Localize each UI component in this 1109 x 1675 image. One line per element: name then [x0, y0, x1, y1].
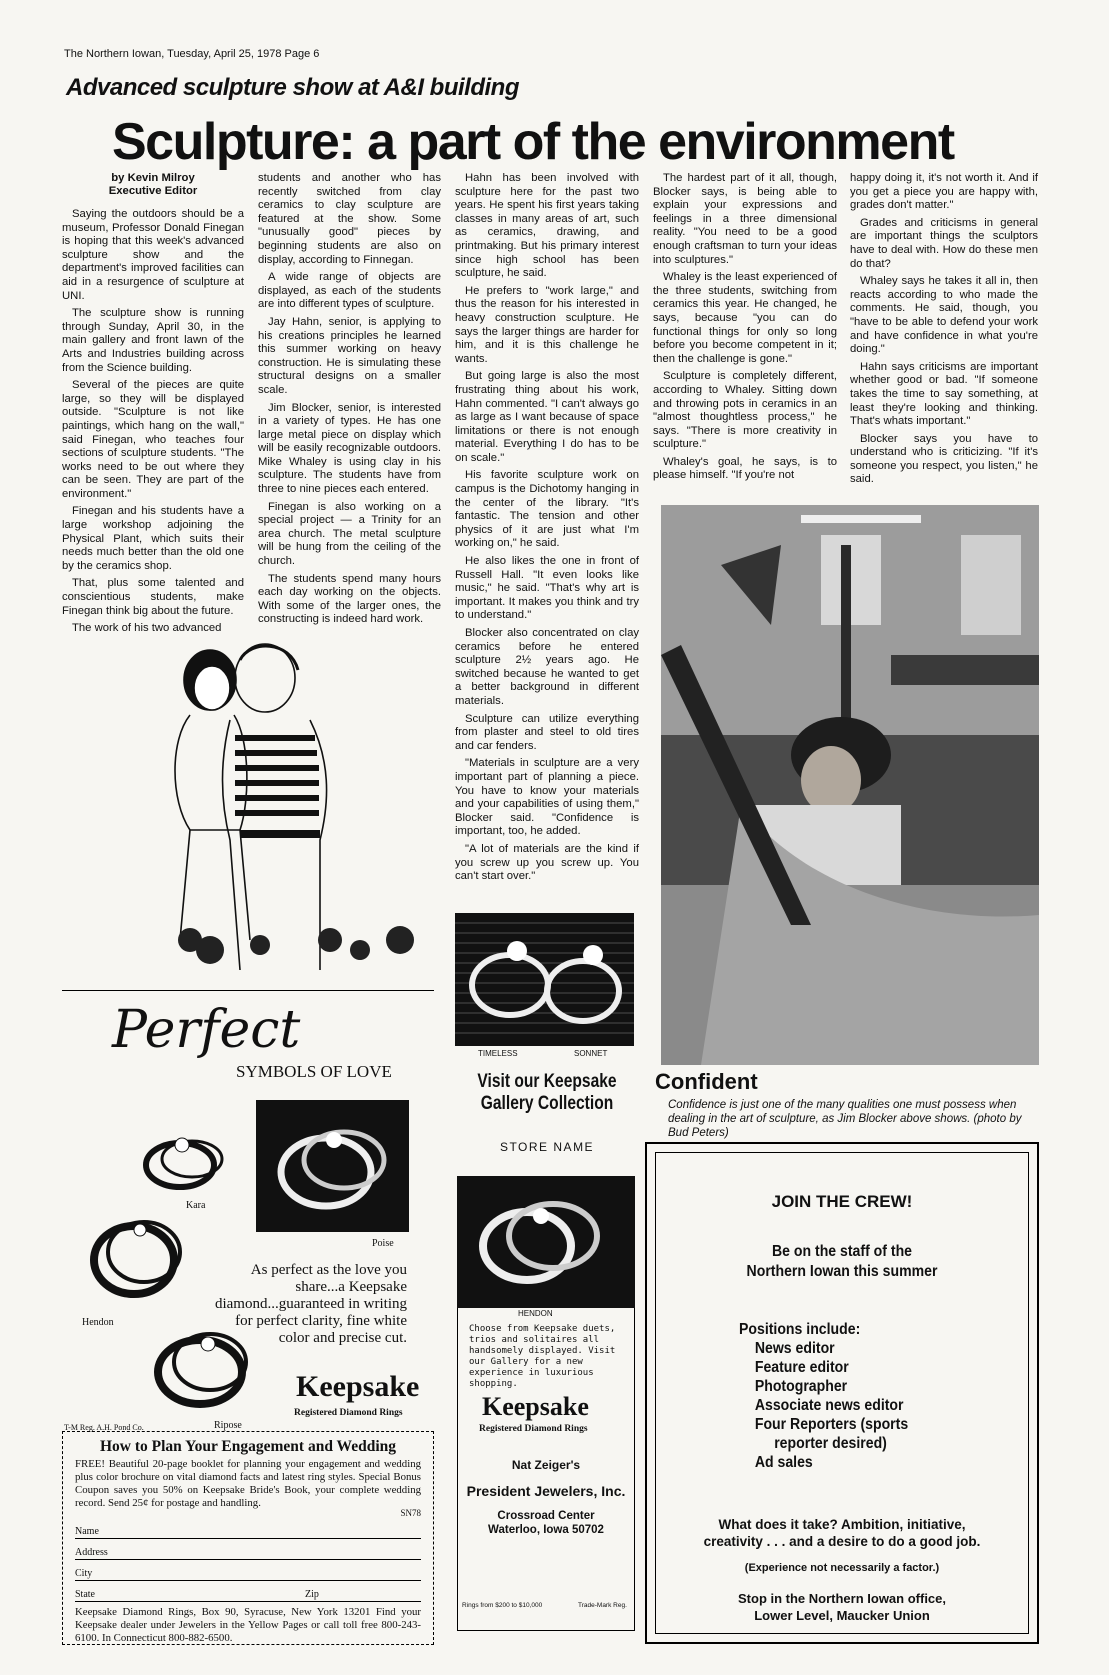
timeless-sonnet-rings-image — [455, 913, 634, 1046]
coupon-city-field[interactable]: City — [75, 1568, 421, 1581]
paragraph: Jay Hahn, senior, is applying to his creations principles he learned this summer working on heavy construction. He is simulating these structural designs on a smaller scale. — [258, 315, 441, 396]
paragraph: Hahn says criticisms are important whether good or bad. "If someone takes the time to say something, at least they're looking and thinking. That's whats important." — [850, 360, 1038, 428]
positions-label: Positions include: — [739, 1321, 861, 1338]
byline-title: Executive Editor — [108, 185, 198, 197]
coupon-name-field[interactable]: Name — [75, 1526, 421, 1539]
symbols-of-love: SYMBOLS OF LOVE — [236, 1062, 392, 1081]
position-item: Photographer — [754, 1378, 848, 1395]
paragraph: Hahn has been involved with sculpture here for the past two years. He spent his first years taking classes in many areas of art, such as ceramics, drawing, and printmaking. But his primary interest since high school has been sculpture, he said. — [455, 172, 639, 280]
position-item: Ad sales — [754, 1454, 813, 1471]
keepsake-logo-gallery: Keepsake — [482, 1392, 589, 1421]
paragraph: Several of the pieces are quite large, so they will be displayed outside. "Sculpture is not like paintings, which hang on the wall," said Finegan, who teaches four sections of sculpture students. "The works need to be out where they can be seen. They are part of the environment." — [62, 379, 244, 500]
jeweler-city: Waterloo, Iowa 50702 — [488, 1524, 604, 1536]
byline-name: by Kevin Milroy — [111, 172, 195, 184]
paragraph: His favorite sculpture work on campus is the Dichotomy hanging in the center of the library. "It's fantastic. The tension and other physics of it are just what I'm working on," he said. — [455, 469, 639, 550]
paragraph: That, plus some talented and conscientious students, make Finegan think big about the future. — [62, 577, 244, 617]
article-column-4 — [653, 172, 837, 487]
ring-kara-image — [140, 1125, 230, 1200]
photo-caption: Confidence is just one of the many qualities one must possess when dealing in the art of sculpture, as Jim Blocker above shows. (photo by Bud Peters) — [668, 1099, 1022, 1139]
kicker-headline: Advanced sculpture show at A&I building — [66, 74, 519, 101]
main-headline: Sculpture: a part of the environment — [112, 113, 954, 171]
hendon-rings-image — [457, 1176, 635, 1308]
price-range: Rings from $200 to $10,000 — [462, 1602, 543, 1609]
ring-label-timeless: TIMELESS — [478, 1049, 518, 1058]
paragraph: Saying the outdoors should be a museum, Professor Donald Finegan is hoping that this week's advanced sculpture show and the department's improved facilities can aid in a resurgence of sculpture at UNI. — [62, 208, 244, 302]
store-name-placeholder: STORE NAME — [499, 1140, 595, 1154]
trademark-reg: Trade-Mark Reg. — [578, 1602, 627, 1609]
photo-title: Confident — [655, 1069, 758, 1094]
ring-poise-image — [256, 1100, 409, 1232]
ring-label-hendon: Hendon — [82, 1317, 114, 1328]
ring-ripose-image — [148, 1316, 258, 1421]
paragraph: Whaley is the least experienced of the three students, switching from ceramics this year. He changed, he says, because "you can do functional things for only so long before you become competent in it; then the challenge is gone." — [653, 271, 837, 365]
crew-title: JOIN THE CREW! — [771, 1192, 913, 1211]
position-item: Associate news editor — [754, 1397, 904, 1414]
perfect-script: Perfect — [112, 1000, 301, 1060]
crew-requirements — [647, 1516, 1037, 1550]
crew-subtitle — [670, 1242, 1013, 1282]
paragraph: He also likes the one in front of Russell Hall. "It even looks like music," he said. "That's why art is important. It makes you think and try to understand." — [455, 555, 639, 622]
byline — [62, 172, 244, 198]
gallery-ad-copy: Choose from Keepsake duets, trios and solitaires all handsomely displayed. Visit our Gallery for a new experience in luxurious shopping. — [469, 1324, 616, 1389]
paragraph: Grades and criticisms in general are important things the sculptors have to deal with. How do these men do that? — [850, 216, 1038, 270]
keepsake-logo-sub-gallery: Registered Diamond Rings — [479, 1424, 588, 1434]
paragraph: The work of his two advanced — [72, 622, 222, 635]
ring-label-ripose: Ripose — [214, 1420, 242, 1431]
article-column-5 — [850, 172, 1038, 491]
paragraph: Jim Blocker, senior, is interested in a variety of types. He has one large metal piece on display which will be easily recognizable outdoors. Mike Whaley is using clay in his sculpture. The students have from three to nine pieces each entered. — [258, 401, 441, 496]
article-column-2 — [258, 172, 441, 631]
sculptor-photo — [661, 505, 1039, 1065]
couple-illustration — [150, 640, 450, 1000]
jeweler-name: President Jewelers, Inc. — [466, 1483, 626, 1499]
coupon-address-field[interactable]: Address — [75, 1547, 421, 1560]
coupon-code: SN78 — [400, 1508, 421, 1518]
position-item: reporter desired) — [774, 1435, 887, 1452]
ad-pitch-copy: As perfect as the love you share...a Keepsake diamond...guaranteed in writing for perfect clarity, fine white color and precise cut. — [214, 1262, 407, 1346]
coupon-state-label: State — [75, 1589, 95, 1600]
crew-subtitle-line-2: Northern Iowan this summer — [746, 1263, 938, 1280]
paragraph: Sculpture is completely different, according to Whaley. Sitting down and throwing pots in ceramics in an "almost thoughtless process," he says. "There is more creativity in sculpture." — [653, 370, 837, 451]
paragraph: Blocker says you have to understand who is criticizing. "If it's someone you respect, you listen," he said. — [850, 432, 1038, 486]
paragraph: Finegan and his students have a large workshop adjoining the Physical Plant, which suits their needs much better than the old one by the ceramics shop. — [62, 505, 244, 572]
article-column-1 — [62, 172, 244, 640]
paragraph: The hardest part of it all, though, Blocker says, is being able to explain your expressions and feelings in a three dimensional reality. "You need to be a good enough craftsman to turn your ideas into sculptures." — [653, 172, 837, 266]
paragraph: The sculpture show is running through Sunday, April 30, in the main gallery and front lawn of the Arts and Industries building across from the Science building. — [62, 307, 244, 374]
crew-location-line-1: Stop in the Northern Iowan office, — [738, 1591, 946, 1606]
crew-location-line-2: Lower Level, Maucker Union — [754, 1608, 930, 1623]
position-item: Four Reporters (sports — [754, 1416, 909, 1433]
crew-subtitle-line-1: Be on the staff of the — [771, 1243, 913, 1260]
article-column-3 — [455, 172, 639, 888]
coupon-blurb: FREE! Beautiful 20-page booklet for planning your engagement and wedding plus color brochure on vital diamond facts and latest ring styles. Special Bonus Coupon saves you 50% on Keepsake Bride's Book, your complete wedding record. Send 25¢ for postage and handling. — [75, 1458, 421, 1509]
paragraph: He prefers to "work large," and thus the reason for his interested in heavy construction sculpture. He says the larger things are harder for him, and it is this challenge he wants. — [455, 284, 639, 365]
paragraph: students and another who has recently switched from clay ceramics to clay sculpture are featured at the show. Some "unusually good" pieces by beginning students are also on display, according to Finnegan. — [258, 172, 441, 266]
coupon-state-zip-field[interactable] — [75, 1589, 421, 1602]
paragraph: Blocker also concentrated on clay ceramics before he entered sculpture 2½ years ago. He switched because he wanted to get a better background in different materials. — [455, 627, 639, 707]
paragraph: The students spend many hours each day working on the objects. With some of the larger ones, the constructing is indeed hard work. — [258, 572, 441, 626]
folio: The Northern Iowan, Tuesday, April 25, 1978 Page 6 — [64, 48, 320, 60]
ring-label-poise: Poise — [372, 1238, 394, 1249]
ring-label-kara: Kara — [186, 1200, 206, 1211]
booklet-coupon — [62, 1431, 434, 1645]
paragraph: Sculpture can utilize everything from plaster and steel to old tires and car fenders. — [455, 712, 639, 752]
paragraph: "A lot of materials are the kind if you screw up you screw up. You can't start over." — [455, 842, 639, 883]
crew-positions — [739, 1320, 908, 1472]
paragraph: Whaley's goal, he says, is to please himself. "If you're not — [653, 455, 837, 482]
crew-location — [647, 1590, 1037, 1624]
jeweler-location: Crossroad Center — [497, 1510, 595, 1522]
join-the-crew-ad — [645, 1142, 1039, 1644]
paragraph: happy doing it, it's not worth it. And if you get a piece you are happy with, grades don't matter." — [850, 172, 1038, 212]
jeweler-owner: Nat Zeiger's — [511, 1458, 581, 1472]
keepsake-logo: Keepsake — [296, 1370, 420, 1403]
coupon-title: How to Plan Your Engagement and Wedding — [100, 1438, 396, 1455]
position-item: Feature editor — [754, 1359, 849, 1376]
gallery-headline: Visit our Keepsake Gallery Collection — [477, 1071, 617, 1114]
coupon-footer: Keepsake Diamond Rings, Box 90, Syracuse, New York 13201 Find your Keepsake dealer under Jewelers in the Yellow Pages or call toll free 800-243-6100. In Connecticut 800-882-6500. — [75, 1606, 421, 1644]
paragraph: But going large is also the most frustrating thing about his work, Hahn commented. "I can't always go as large as I want because of space limitations or there is not enough material. Everything I do has to be on scale." — [455, 370, 639, 464]
crew-requirements-line-2: creativity . . . and a desire to do a good job. — [703, 1534, 981, 1549]
paragraph: A wide range of objects are displayed, as each of the students are into different types of sculpture. — [258, 271, 441, 311]
ring-label-sonnet: SONNET — [574, 1049, 608, 1058]
paragraph: "Materials in sculpture are a very important part of planning a piece. You have to know your materials and your capabilities of using them," Blocker said. "Confidence is important, too, he added. — [455, 757, 639, 838]
ring-hendon-image — [82, 1208, 192, 1313]
paragraph: Finegan is also working on a special project — a Trinity for an area church. The metal sculpture will be hung from the ceiling of the church. — [258, 500, 441, 568]
position-item: News editor — [754, 1340, 835, 1357]
crew-requirements-line-1: What does it take? Ambition, initiative, — [718, 1517, 966, 1532]
ring-label-hendon-gallery: HENDON — [518, 1309, 553, 1318]
keepsake-logo-sub: Registered Diamond Rings — [294, 1408, 403, 1418]
paragraph: Whaley says he takes it all in, then reacts according to who made the comments. He said, though, you "have to be able to defend your work and have confidence in what you're doing." — [850, 275, 1038, 356]
crew-note: (Experience not necessarily a factor.) — [744, 1562, 940, 1574]
trademark-note: T-M Reg. A.H. Pond Co. — [64, 1423, 144, 1432]
coupon-zip-label: Zip — [305, 1589, 319, 1600]
